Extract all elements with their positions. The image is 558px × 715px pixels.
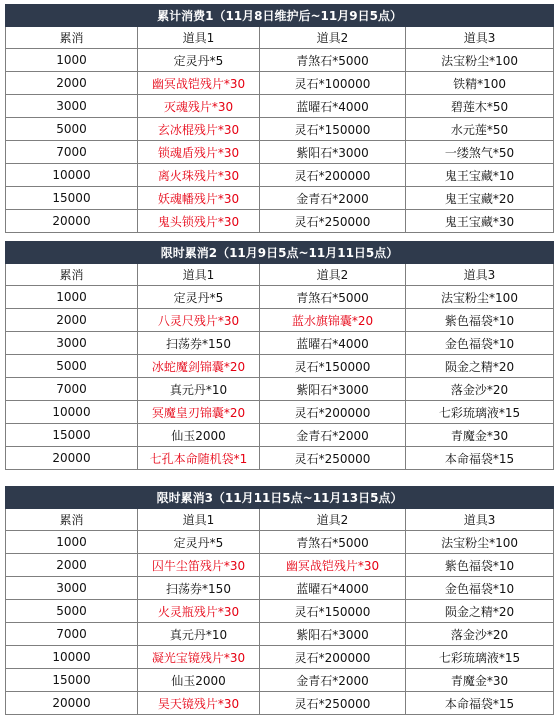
table-cell: 灵石*250000 (260, 692, 406, 715)
table-cell: 3000 (6, 577, 138, 600)
table-row (6, 309, 554, 332)
table-cell: 1000 (6, 531, 138, 554)
table-title-row (6, 487, 554, 509)
table-cell: 2000 (6, 72, 138, 95)
table-cell: 灵石*150000 (260, 118, 406, 141)
table-cell: 15000 (6, 424, 138, 447)
column-header: 累消 (6, 509, 138, 531)
table-cell: 真元丹*10 (138, 378, 260, 401)
table-cell: 金青石*2000 (260, 669, 406, 692)
table-cell: 昊天镜残片*30 (138, 692, 260, 715)
table-cell: 扫荡券*150 (138, 577, 260, 600)
table-row (6, 401, 554, 424)
table-cell: 碧莲木*50 (406, 95, 554, 118)
table-cell: 七彩琉璃液*15 (406, 401, 554, 424)
table-cell: 紫阳石*3000 (260, 141, 406, 164)
table-cell: 7000 (6, 141, 138, 164)
table-cell: 鬼头锁残片*30 (138, 210, 260, 233)
table-cell: 定灵丹*5 (138, 49, 260, 72)
column-header: 道具1 (138, 27, 260, 49)
table-row (6, 118, 554, 141)
table-cell: 金青石*2000 (260, 424, 406, 447)
column-header: 道具3 (406, 264, 554, 286)
table-cell: 真元丹*10 (138, 623, 260, 646)
table-cell: 10000 (6, 164, 138, 187)
table-cell: 八灵尺残片*30 (138, 309, 260, 332)
column-header: 道具3 (406, 509, 554, 531)
table-cell: 7000 (6, 378, 138, 401)
column-header: 道具2 (260, 264, 406, 286)
table-cell: 凝光宝镜残片*30 (138, 646, 260, 669)
table-row (6, 600, 554, 623)
table-cell: 仙玉2000 (138, 669, 260, 692)
table-cell: 鬼王宝藏*30 (406, 210, 554, 233)
table-cell: 落金沙*20 (406, 623, 554, 646)
table-cell: 蓝曜石*4000 (260, 332, 406, 355)
table-row (6, 623, 554, 646)
reward-table-3 (5, 486, 554, 715)
table-cell: 法宝粉尘*100 (406, 531, 554, 554)
table-cell: 法宝粉尘*100 (406, 49, 554, 72)
table-title-row (6, 5, 554, 27)
column-header: 道具1 (138, 509, 260, 531)
table-row (6, 141, 554, 164)
table-cell: 5000 (6, 355, 138, 378)
table-title: 限时累消3（11月11日5点~11月13日5点） (6, 487, 554, 509)
table-cell: 20000 (6, 210, 138, 233)
table-cell: 七孔本命随机袋*1 (138, 447, 260, 470)
table-cell: 2000 (6, 554, 138, 577)
table-row (6, 447, 554, 470)
table-row (6, 164, 554, 187)
table-cell: 妖魂幡残片*30 (138, 187, 260, 210)
table-cell: 10000 (6, 646, 138, 669)
table-cell: 灵石*250000 (260, 210, 406, 233)
table-cell: 玄冰棍残片*30 (138, 118, 260, 141)
table-row (6, 286, 554, 309)
table-row (6, 72, 554, 95)
table-cell: 灵石*100000 (260, 72, 406, 95)
table-cell: 幽冥战铠残片*30 (138, 72, 260, 95)
table-row (6, 646, 554, 669)
table-cell: 本命福袋*15 (406, 447, 554, 470)
column-header: 道具2 (260, 509, 406, 531)
table-row (6, 210, 554, 233)
table-cell: 15000 (6, 187, 138, 210)
table-cell: 20000 (6, 692, 138, 715)
table-cell: 鬼王宝藏*20 (406, 187, 554, 210)
table-cell: 20000 (6, 447, 138, 470)
table-cell: 法宝粉尘*100 (406, 286, 554, 309)
reward-table-2 (5, 241, 554, 470)
table-cell: 蓝水旗锦囊*20 (260, 309, 406, 332)
table-cell: 定灵丹*5 (138, 531, 260, 554)
table-row (6, 332, 554, 355)
column-header: 累消 (6, 264, 138, 286)
table-row (6, 355, 554, 378)
table-cell: 灵石*200000 (260, 401, 406, 424)
table-cell: 一缕煞气*50 (406, 141, 554, 164)
table-title: 限时累消2（11月9日5点~11月11日5点） (6, 242, 554, 264)
table-header-row (6, 27, 554, 49)
table-row (6, 531, 554, 554)
table-cell: 铁精*100 (406, 72, 554, 95)
table-cell: 10000 (6, 401, 138, 424)
table-cell: 灵石*150000 (260, 600, 406, 623)
table-cell: 水元莲*50 (406, 118, 554, 141)
table-row (6, 49, 554, 72)
table-row (6, 554, 554, 577)
table-cell: 紫色福袋*10 (406, 309, 554, 332)
table-cell: 鬼王宝藏*10 (406, 164, 554, 187)
table-cell: 陨金之精*20 (406, 355, 554, 378)
table-cell: 灵石*200000 (260, 646, 406, 669)
column-header: 累消 (6, 27, 138, 49)
table-cell: 灵石*200000 (260, 164, 406, 187)
column-header: 道具2 (260, 27, 406, 49)
table-row (6, 669, 554, 692)
table-cell: 落金沙*20 (406, 378, 554, 401)
table-cell: 3000 (6, 332, 138, 355)
table-row (6, 187, 554, 210)
table-cell: 蓝曜石*4000 (260, 95, 406, 118)
table-cell: 5000 (6, 118, 138, 141)
table-title: 累计消费1（11月8日维护后~11月9日5点） (6, 5, 554, 27)
table-cell: 陨金之精*20 (406, 600, 554, 623)
table-title-row (6, 242, 554, 264)
table-cell: 青煞石*5000 (260, 531, 406, 554)
table-cell: 扫荡券*150 (138, 332, 260, 355)
table-cell: 7000 (6, 623, 138, 646)
table-cell: 金色福袋*10 (406, 577, 554, 600)
table-row (6, 577, 554, 600)
table-cell: 火灵瓶残片*30 (138, 600, 260, 623)
table-header-row (6, 264, 554, 286)
table-cell: 15000 (6, 669, 138, 692)
table-cell: 5000 (6, 600, 138, 623)
table-cell: 蓝曜石*4000 (260, 577, 406, 600)
table-cell: 青煞石*5000 (260, 286, 406, 309)
table-cell: 紫阳石*3000 (260, 623, 406, 646)
table-cell: 2000 (6, 309, 138, 332)
column-header: 道具1 (138, 264, 260, 286)
table-cell: 青煞石*5000 (260, 49, 406, 72)
table-row (6, 378, 554, 401)
column-header: 道具3 (406, 27, 554, 49)
table-cell: 灭魂残片*30 (138, 95, 260, 118)
table-cell: 仙玉2000 (138, 424, 260, 447)
table-cell: 锁魂盾残片*30 (138, 141, 260, 164)
table-cell: 灵石*150000 (260, 355, 406, 378)
table-header-row (6, 509, 554, 531)
table-cell: 囚牛尘笛残片*30 (138, 554, 260, 577)
table-cell: 紫色福袋*10 (406, 554, 554, 577)
table-cell: 紫阳石*3000 (260, 378, 406, 401)
table-cell: 冥魔皇刃锦囊*20 (138, 401, 260, 424)
reward-table-1 (5, 4, 554, 233)
table-row (6, 95, 554, 118)
table-cell: 青魔金*30 (406, 424, 554, 447)
table-cell: 青魔金*30 (406, 669, 554, 692)
table-row (6, 424, 554, 447)
table-cell: 七彩琉璃液*15 (406, 646, 554, 669)
table-cell: 1000 (6, 286, 138, 309)
table-cell: 金色福袋*10 (406, 332, 554, 355)
table-cell: 灵石*250000 (260, 447, 406, 470)
table-cell: 定灵丹*5 (138, 286, 260, 309)
table-cell: 离火珠残片*30 (138, 164, 260, 187)
table-cell: 3000 (6, 95, 138, 118)
table-cell: 1000 (6, 49, 138, 72)
table-cell: 幽冥战铠残片*30 (260, 554, 406, 577)
table-row (6, 692, 554, 715)
table-cell: 金青石*2000 (260, 187, 406, 210)
table-cell: 本命福袋*15 (406, 692, 554, 715)
table-cell: 冰蛇魔剑锦囊*20 (138, 355, 260, 378)
